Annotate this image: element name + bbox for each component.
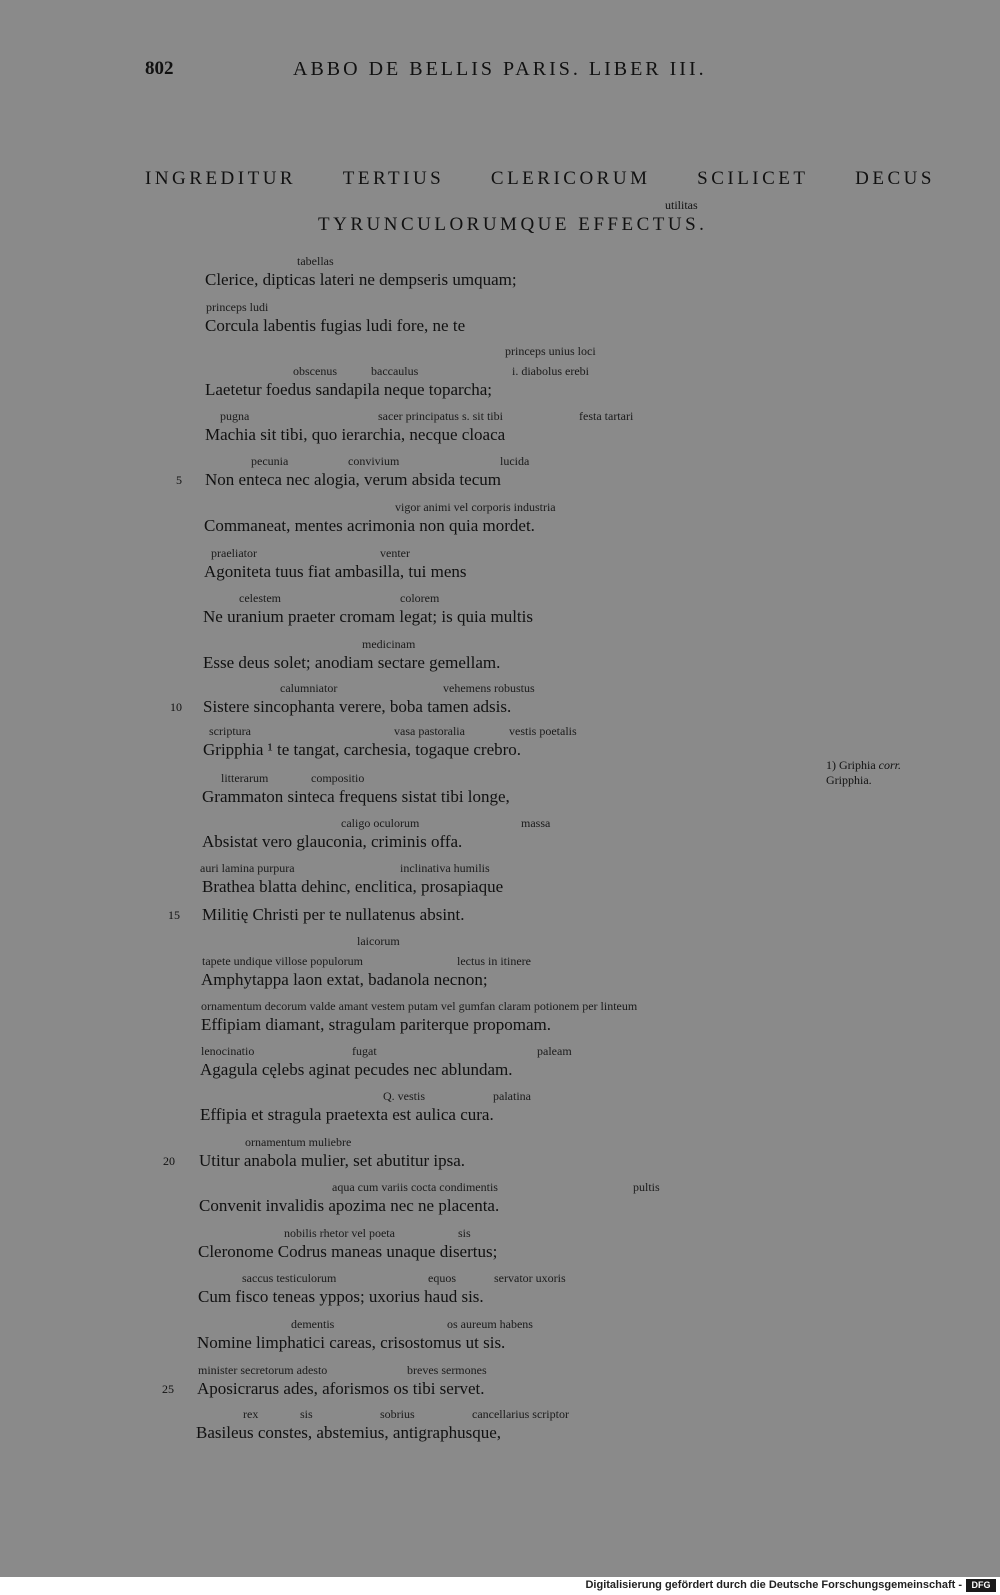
verse-gloss: ornamentum muliebre xyxy=(245,1135,352,1149)
verse-gloss: saccus testiculorum xyxy=(242,1271,337,1285)
verse-gloss: princeps ludi xyxy=(206,300,269,314)
verse-gloss: i. diabolus erebi xyxy=(512,364,589,378)
dfg-logo-icon: DFG xyxy=(966,1579,996,1592)
verse-line: Militię Christi per te nullatenus absint. xyxy=(202,905,465,924)
running-title: ABBO DE BELLIS PARIS. LIBER III. xyxy=(293,58,707,80)
verse-line: Gripphia ¹ te tangat, carchesia, togaque crebro. xyxy=(203,740,522,759)
verse-gloss: aqua cum variis cocta condimentis xyxy=(332,1180,498,1194)
verse-gloss: caligo oculorum xyxy=(341,816,420,830)
verse-line: Amphytappa laon extat, badanola necnon; xyxy=(201,970,488,989)
verse-gloss: laicorum xyxy=(357,934,400,948)
verse-line: Agagula cęlebs aginat pecudes nec ablundam. xyxy=(200,1060,513,1079)
verse-line: Commaneat, mentes acrimonia non quia mordet. xyxy=(204,516,535,535)
verse-gloss: breves sermones xyxy=(407,1363,487,1377)
verse-gloss: ornamentum decorum valde amant vestem putam vel gumfan claram potionem per linteum xyxy=(201,999,638,1013)
title-word: DECUS xyxy=(855,168,935,189)
line-number: 25 xyxy=(162,1382,174,1396)
verse-line: Sistere sincophanta verere, boba tamen adsis. xyxy=(203,697,512,716)
verse-line: Esse deus solet; anodiam sectare gemellam. xyxy=(203,653,501,672)
verse-gloss: nobilis rhetor vel poeta xyxy=(284,1226,395,1240)
verse-gloss: sis xyxy=(300,1407,313,1421)
verse-gloss: equos xyxy=(428,1271,456,1285)
footer-text: Digitalisierung gefördert durch die Deutsche Forschungsgemeinschaft - xyxy=(585,1579,962,1591)
verse-gloss: obscenus xyxy=(293,364,337,378)
verse-gloss: paleam xyxy=(537,1044,572,1058)
verse-gloss: celestem xyxy=(239,591,281,605)
verse-line: Nomine limphatici careas, crisostomus ut sis. xyxy=(197,1333,506,1352)
verse-gloss: tabellas xyxy=(297,254,334,268)
line-number: 5 xyxy=(176,473,182,487)
verse-gloss: medicinam xyxy=(362,637,416,651)
section-title-line-2: TYRUNCULORUMQUE EFFECTUS. xyxy=(318,214,708,235)
footnote-marker: 1) xyxy=(826,758,836,772)
verse-gloss: servator uxoris xyxy=(494,1271,566,1285)
verse-gloss: cancellarius scriptor xyxy=(472,1407,569,1421)
verse-gloss: pugna xyxy=(220,409,250,423)
footnote xyxy=(826,758,901,788)
verse-line: Agoniteta tuus fiat ambasilla, tui mens xyxy=(204,562,467,581)
verse-line: Effipia et stragula praetexta est aulica cura. xyxy=(200,1105,494,1124)
verse-line: Non enteca nec alogia, verum absida tecum xyxy=(205,470,501,489)
verse-gloss: vigor animi vel corporis industria xyxy=(395,500,556,514)
verse-line: Laetetur foedus sandapila neque toparcha; xyxy=(205,380,492,399)
title-word: TERTIUS xyxy=(342,168,445,189)
footnote-correction: corr. xyxy=(878,758,901,772)
verse-line: Effipiam diamant, stragulam pariterque propomam. xyxy=(201,1015,551,1034)
verse-gloss: compositio xyxy=(311,771,365,785)
page-header xyxy=(0,58,1000,82)
line-number: 10 xyxy=(170,700,182,714)
verse-gloss: sis xyxy=(458,1226,471,1240)
verse-line: Grammaton sinteca frequens sistat tibi longe, xyxy=(202,787,510,806)
verse-line: Machia sit tibi, quo ierarchia, necque cloaca xyxy=(205,425,506,444)
verse-gloss: festa tartari xyxy=(579,409,634,423)
verse-gloss: colorem xyxy=(400,591,440,605)
verse-gloss: calumniator xyxy=(280,681,338,695)
line-number: 20 xyxy=(163,1154,175,1168)
section-title-line-1 xyxy=(145,168,935,190)
line-number: 15 xyxy=(168,908,180,922)
verse-gloss: vestis poetalis xyxy=(509,724,577,738)
verse-line: Clerice, dipticas lateri ne dempseris umquam; xyxy=(205,270,517,289)
verse-gloss: rex xyxy=(243,1407,259,1421)
verse-gloss: dementis xyxy=(291,1317,335,1331)
verse-gloss: lenocinatio xyxy=(201,1044,255,1058)
verse-gloss: os aureum habens xyxy=(447,1317,533,1331)
verse-gloss: minister secretorum adesto xyxy=(198,1363,328,1377)
verse-gloss: vehemens robustus xyxy=(443,681,535,695)
verse-gloss: inclinativa humilis xyxy=(400,861,490,875)
verse-gloss: pultis xyxy=(633,1180,660,1194)
verse-gloss: massa xyxy=(521,816,551,830)
verse-gloss: praeliator xyxy=(211,546,257,560)
verse-line: Absistat vero glauconia, criminis offa. xyxy=(202,832,463,851)
verse-gloss: litterarum xyxy=(221,771,269,785)
verse-gloss: baccaulus xyxy=(371,364,419,378)
title-gloss: utilitas xyxy=(665,198,698,212)
verse-gloss: sacer principatus s. sit tibi xyxy=(378,409,503,423)
verse-gloss: Q. vestis xyxy=(383,1089,425,1103)
verse-line: Ne uranium praeter cromam legat; is quia multis xyxy=(203,607,533,626)
title-word: INGREDITUR xyxy=(145,168,297,189)
verse-gloss: fugat xyxy=(352,1044,377,1058)
verse-gloss: scriptura xyxy=(209,724,251,738)
verse-line: Utitur anabola mulier, set abutitur ipsa. xyxy=(199,1151,466,1170)
page-number: 802 xyxy=(145,58,174,79)
verse-gloss: lectus in itinere xyxy=(457,954,531,968)
verse-gloss: convivium xyxy=(348,454,400,468)
footnote-text: Griphia xyxy=(839,758,876,772)
verse-gloss: princeps unius loci xyxy=(505,344,596,358)
verse-gloss: sobrius xyxy=(380,1407,415,1421)
digitization-footer xyxy=(0,1577,1000,1595)
verse-line: Convenit invalidis apozima nec ne placenta. xyxy=(199,1196,500,1215)
title-word: SCILICET xyxy=(697,168,809,189)
verse-gloss: tapete undique villose populorum xyxy=(202,954,363,968)
verse-gloss: vasa pastoralia xyxy=(394,724,465,738)
verse-gloss: pecunia xyxy=(251,454,289,468)
verse-line: Cum fisco teneas yppos; uxorius haud sis. xyxy=(198,1287,484,1306)
verse-gloss: auri lamina purpura xyxy=(200,861,295,875)
verse-gloss: venter xyxy=(380,546,410,560)
verse-line: Brathea blatta dehinc, enclitica, prosapiaque xyxy=(202,877,504,896)
verse-line: Cleronome Codrus maneas unaque disertus; xyxy=(198,1242,498,1261)
verse-gloss: lucida xyxy=(500,454,530,468)
verse-gloss: palatina xyxy=(493,1089,531,1103)
verse-line: Aposicrarus ades, aforismos os tibi servet. xyxy=(197,1379,485,1398)
title-word: CLERICORUM xyxy=(490,168,651,189)
verse-line: Basileus constes, abstemius, antigraphusque, xyxy=(196,1423,502,1442)
footnote-original: Gripphia. xyxy=(826,773,872,787)
verse-line: Corcula labentis fugias ludi fore, ne te xyxy=(205,316,466,335)
